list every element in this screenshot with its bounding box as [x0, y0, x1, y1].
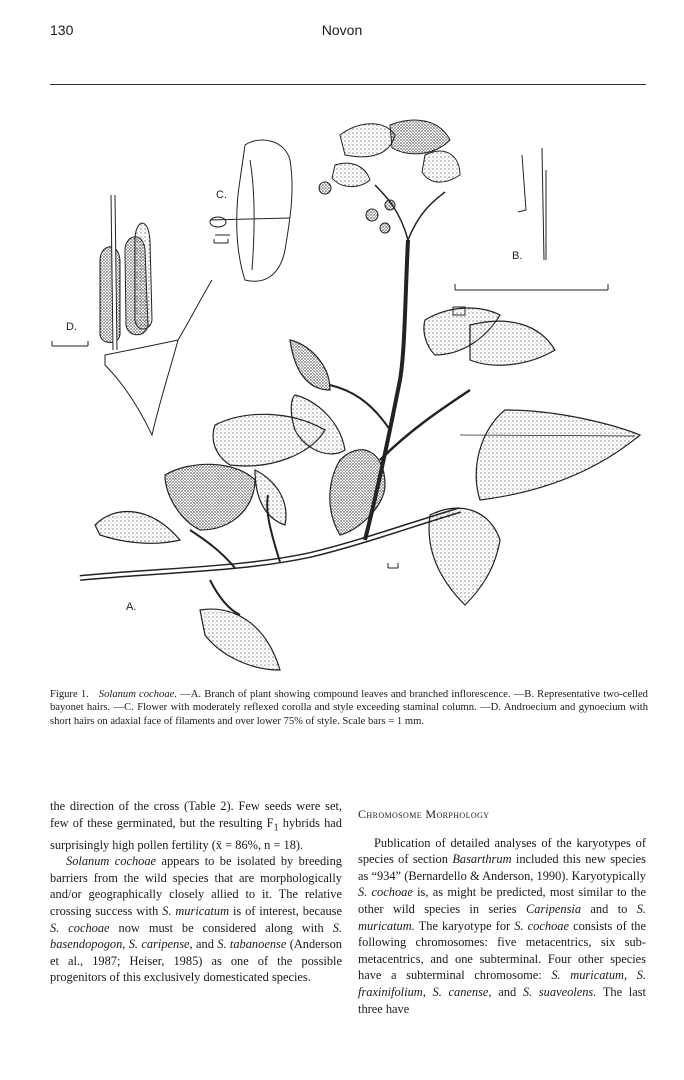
- species-name: S. basendopogon, S. caripense,: [50, 920, 342, 952]
- botanical-illustration: [40, 100, 650, 690]
- caption-text: —A. Branch of plant showing compound leaves and branched inflorescence. —B. Representative two-celled bayonet hairs. —C. Flower with moderately reflexed corolla and style exceeding staminal column. —D. Androecium and gynoecium with short hairs on adaxial face of filaments and over lower 75% of style. Scale bars = 1 mm.: [50, 689, 648, 727]
- species-name: S. muricatum: [162, 904, 230, 919]
- right-column: [358, 798, 646, 1017]
- subscript: 1: [273, 822, 279, 834]
- page-number: 130: [50, 22, 74, 38]
- leaves: [95, 308, 640, 670]
- paragraph: [50, 798, 342, 853]
- text-run: and: [491, 984, 523, 999]
- species-name: S. muricatum, S. fraxinifolium, S. canense,: [358, 968, 646, 999]
- caption-figure-label: Figure 1.: [50, 689, 89, 700]
- text-run: The last three have: [358, 984, 646, 1016]
- text-run: is of interest, because: [229, 904, 342, 919]
- text-run: and to: [581, 901, 637, 916]
- figure-caption: [50, 688, 648, 728]
- text-run: The karyotype for: [414, 918, 515, 933]
- caption-species: Solanum cochoae.: [98, 689, 177, 700]
- taxon-name: Basarthrum: [452, 852, 512, 867]
- paragraph: [50, 853, 342, 986]
- text-run: included this new species as “934” (Bernardello & Anderson, 1990). Karyotypically: [358, 852, 646, 883]
- species-name: S. cochoae: [358, 885, 413, 900]
- journal-title: Novon: [321, 22, 363, 38]
- species-name: S. suaveolens.: [522, 984, 597, 999]
- text-run: (Anderson et al., 1987; Heiser, 1985) as one of the possible progenitors of this exclusively domesticated species.: [50, 937, 342, 985]
- species-name: S. cochoae: [514, 918, 569, 933]
- taxon-name: Caripensia: [525, 901, 582, 916]
- section-heading: Chromosome Morphology: [358, 807, 490, 821]
- header-rule: [50, 84, 646, 85]
- text-run: the direction of the cross (Table 2). Few seeds were set, few of these germinated, but the resulting F: [50, 799, 342, 830]
- label-b: B.: [512, 250, 523, 262]
- left-column: [50, 798, 342, 986]
- inset-flower: [210, 140, 292, 281]
- label-c: C.: [216, 189, 227, 201]
- inset-hairs: [453, 148, 608, 315]
- species-name: S. tabanoense: [217, 937, 287, 952]
- inflorescence: [319, 120, 460, 233]
- text-run: consists of the following chromosomes: five metacentrics, six sub-metacentrics, and one subterminal. Four other species have a subterminal chromosome:: [358, 918, 646, 983]
- species-name: Solanum cochoae: [66, 854, 157, 869]
- species-name: S. cochoae: [50, 920, 110, 935]
- text-run: and: [192, 937, 218, 952]
- text-run: is, as might be predicted, most similar to the other wild species in series: [358, 885, 646, 916]
- text-run: appears to be isolated by breeding barriers from the wild species that are morphologically and/or geographically closely allied to it. The relative crossing success with: [50, 854, 342, 919]
- text-run: now must be considered along with: [109, 920, 333, 935]
- paragraph: [358, 835, 646, 1018]
- text-run: Publication of detailed analyses of the karyotypes of species of section: [358, 835, 646, 867]
- inset-androecium: [100, 195, 212, 435]
- text-run: hybrids had surprisingly high pollen fertility (x̄ = 86%, n = 18).: [50, 815, 343, 852]
- label-d: D.: [66, 321, 77, 333]
- species-name: S. muricatum.: [358, 901, 647, 933]
- label-a: A.: [126, 601, 137, 613]
